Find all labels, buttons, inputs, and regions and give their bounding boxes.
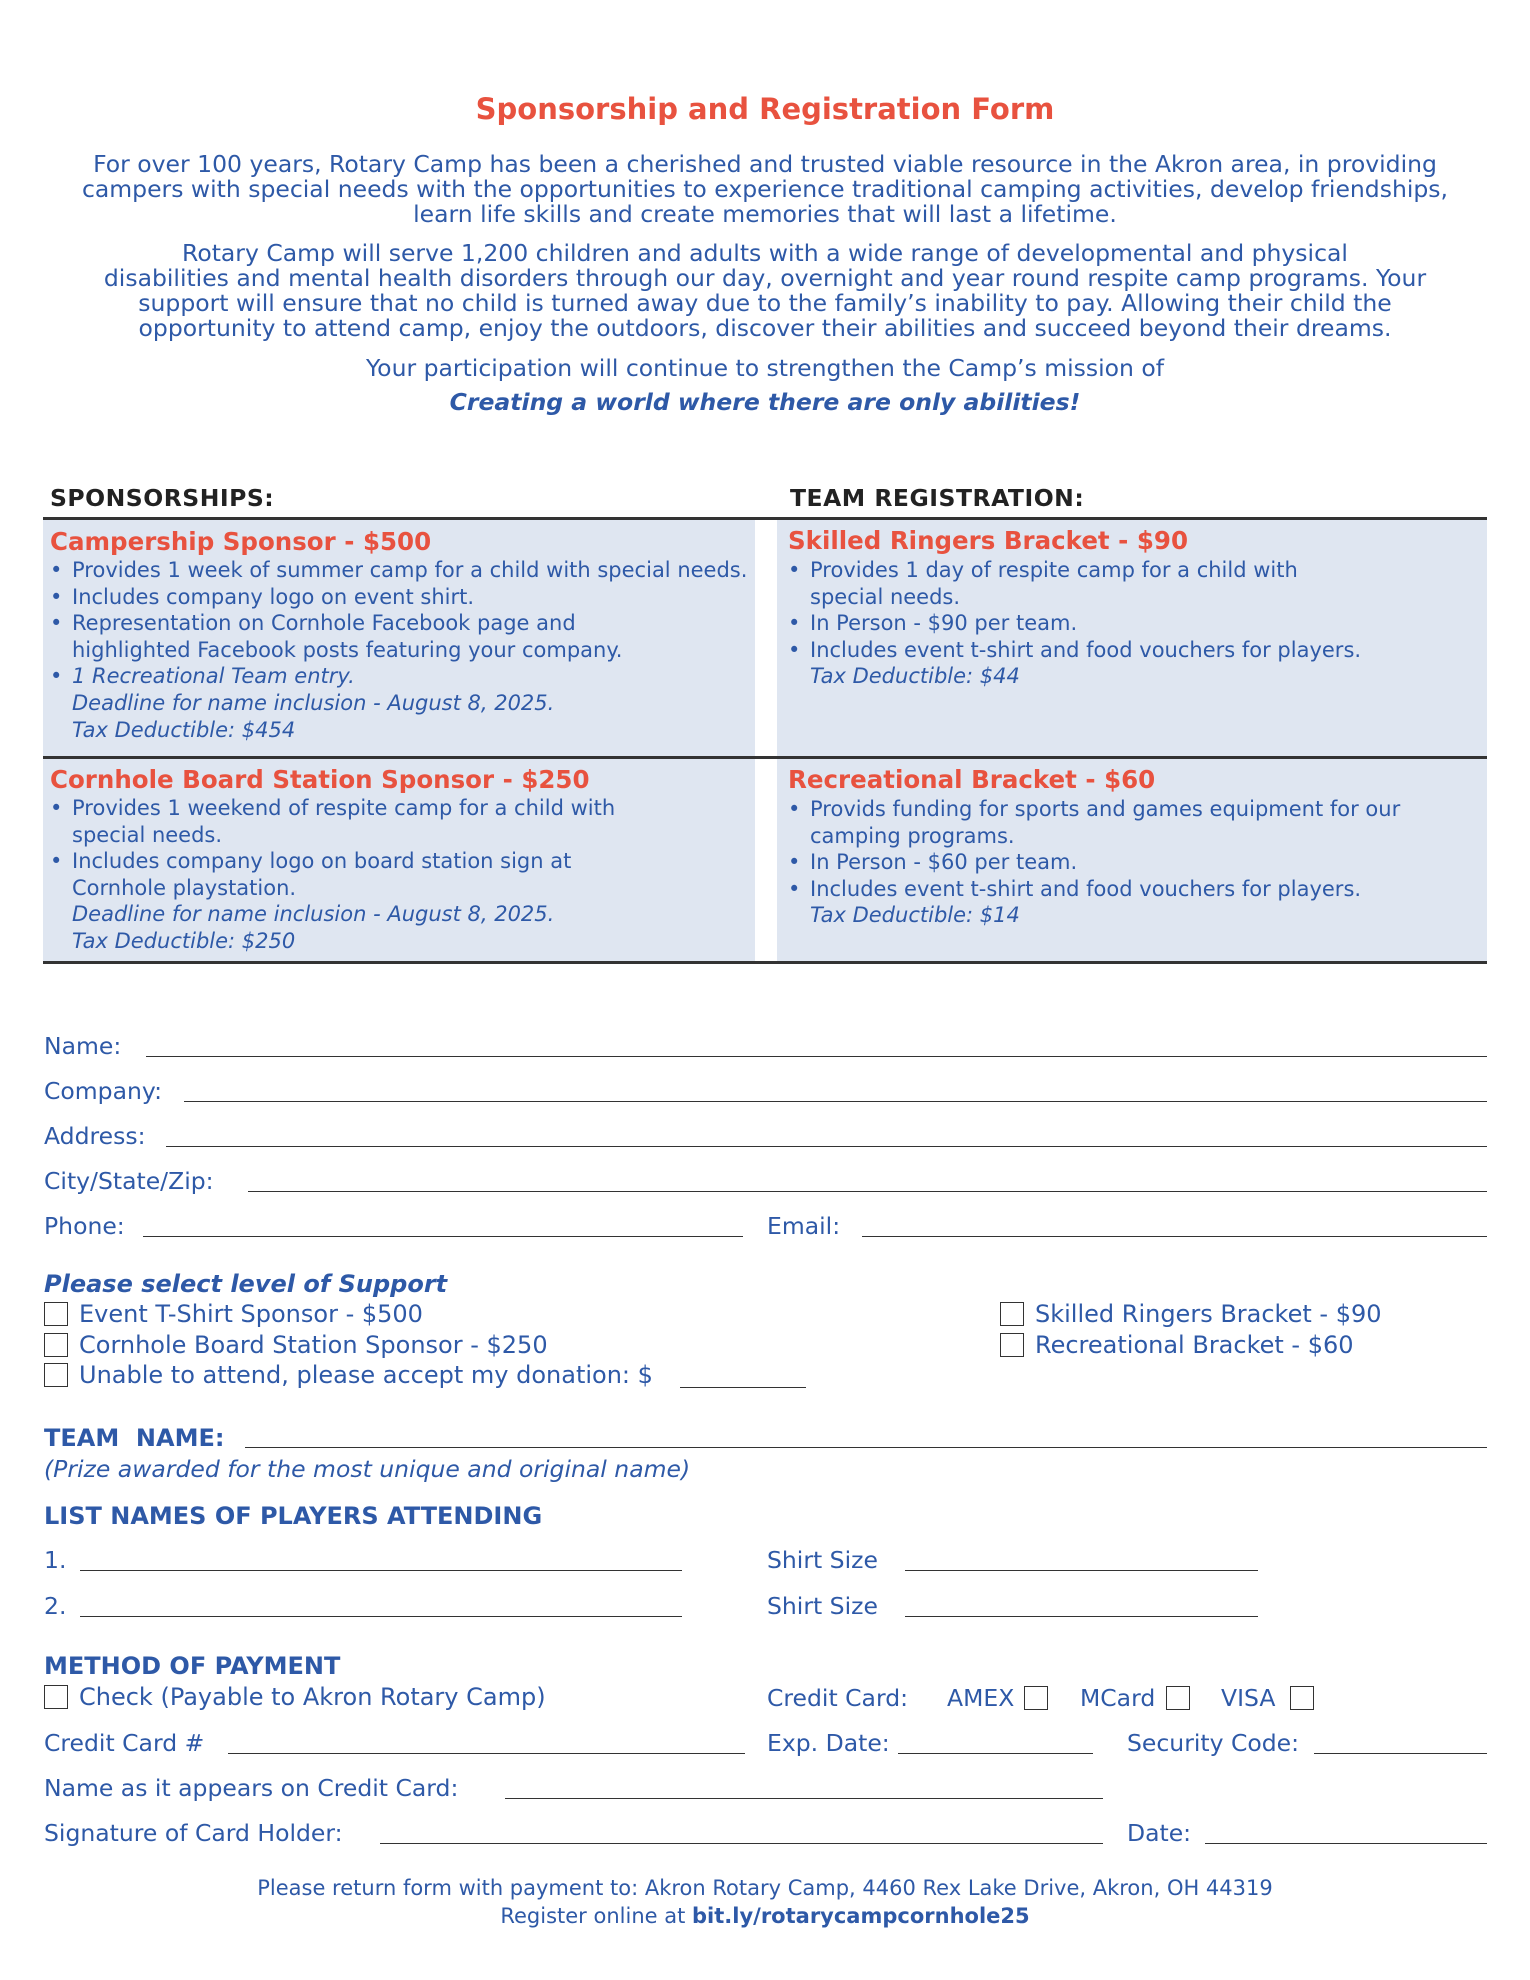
serve-line: support will ensure that no child is turned away due to the family’s inability to pay. Allowing their child the xyxy=(138,289,1392,317)
campership-bullet: Includes company logo on event shirt. xyxy=(72,584,475,609)
mission-statement: Creating a world where there are only abilities! xyxy=(449,388,1081,416)
option-label: Cornhole Board Station Sponsor - $250 xyxy=(79,1331,548,1359)
recreational-bullet: Provids funding for sports and games equipment for our xyxy=(810,797,1401,821)
cornhole-list: • Provides 1 weekend of respite camp for a child with special needs. • Includes company logo on board station sign at Cornhole playstation. Deadline for name inclusion - August 8, 2025. Tax Deductible: $250 xyxy=(50,795,750,955)
email-label: Email: xyxy=(767,1212,841,1240)
recreational-title: Recreational Bracket - $60 xyxy=(788,765,1156,794)
skilled-list: • Provides 1 day of respite camp for a child with special needs. • In Person - $90 per team. • Includes event t-shirt and food vouchers for players. Tax Deductible: $44 xyxy=(788,557,1478,690)
divider-bottom xyxy=(43,961,1487,964)
signature-field[interactable] xyxy=(380,1843,1103,1844)
campership-bullet-cont: highlighted Facebook posts featuring your company. xyxy=(72,637,623,662)
cornhole-bullet-cont: Cornhole playstation. xyxy=(72,875,297,900)
name-on-card-field[interactable] xyxy=(505,1798,1103,1799)
recreational-tax: Tax Deductible: $14 xyxy=(810,903,1020,928)
name-field[interactable] xyxy=(146,1056,1487,1057)
skilled-title: Skilled Ringers Bracket - $90 xyxy=(788,526,1189,555)
player-2-field[interactable] xyxy=(80,1616,682,1617)
skilled-bullet-cont: special needs. xyxy=(810,584,961,609)
visa-label: VISA xyxy=(1221,1684,1276,1712)
register-prefix: Register online at xyxy=(500,1904,693,1928)
security-code-label: Security Code: xyxy=(1127,1729,1300,1757)
serve-line: Rotary Camp will serve 1,200 children and adults with a wide range of developmental and physical xyxy=(182,239,1348,267)
campership-deadline: Deadline for name inclusion - August 8, 2025. xyxy=(72,690,555,715)
team-registration-header: TEAM REGISTRATION: xyxy=(790,484,1085,512)
register-link[interactable]: bit.ly/rotarycampcornhole25 xyxy=(692,1904,1030,1928)
divider-top xyxy=(43,517,1487,520)
credit-card-label: Credit Card: xyxy=(767,1684,909,1712)
campership-bullet: 1 Recreational Team entry. xyxy=(72,664,355,689)
payment-heading: METHOD OF PAYMENT xyxy=(44,1652,341,1680)
mcard-checkbox[interactable] xyxy=(1166,1686,1190,1710)
return-address: Please return form with payment to: Akron Rotary Camp, 4460 Rex Lake Drive, Akron, OH 44319 xyxy=(257,1876,1273,1900)
player-1-shirt-field[interactable] xyxy=(905,1570,1258,1571)
player-number: 1. xyxy=(44,1546,67,1574)
company-field[interactable] xyxy=(184,1101,1487,1102)
serve-line: opportunity to attend camp, enjoy the outdoors, discover their abilities and succeed beyond their dreams. xyxy=(138,314,1392,342)
option-label: Skilled Ringers Bracket - $90 xyxy=(1035,1300,1382,1328)
security-code-field[interactable] xyxy=(1314,1753,1487,1754)
skilled-bullet: Includes event t-shirt and food vouchers for players. xyxy=(810,637,1362,662)
address-label: Address: xyxy=(44,1122,146,1150)
city-state-zip-label: City/State/Zip: xyxy=(44,1167,214,1195)
checkbox[interactable] xyxy=(44,1333,68,1357)
divider-middle xyxy=(43,756,1487,759)
form-title: Sponsorship and Registration Form xyxy=(475,92,1055,126)
email-field[interactable] xyxy=(862,1236,1487,1237)
checkbox[interactable] xyxy=(1000,1302,1024,1326)
player-1-field[interactable] xyxy=(80,1570,682,1571)
serve-line: disabilities and mental health disorders through our day, overnight and year round respite camp programs. Your xyxy=(103,264,1427,292)
support-heading: Please select level of Support xyxy=(44,1270,448,1298)
intro-line: For over 100 years, Rotary Camp has been a cherished and trusted viable resource in the Akron area, in providing xyxy=(93,150,1437,178)
exp-date-label: Exp. Date: xyxy=(767,1729,890,1757)
cornhole-tax: Tax Deductible: $250 xyxy=(72,928,296,953)
checkbox[interactable] xyxy=(1000,1333,1024,1357)
skilled-bullet: In Person - $90 per team. xyxy=(810,611,1078,636)
recreational-bullet: In Person - $60 per team. xyxy=(810,850,1078,875)
recreational-bullet: Includes event t-shirt and food vouchers for players. xyxy=(810,876,1362,901)
campership-title: Campership Sponsor - $500 xyxy=(50,527,432,556)
name-label: Name: xyxy=(44,1032,122,1060)
intro-paragraph xyxy=(50,152,1480,227)
campership-list: • Provides 1 week of summer camp for a child with special needs. • Includes company logo on event shirt. • Representation on Cornhole Facebook page and highlighted Facebook posts featuring your company. • 1 Recreational Team entry. Deadline for name inclusion - August 8, 2025. Tax Deductible: $454 xyxy=(50,557,750,743)
option-label: Check (Payable to Akron Rotary Camp) xyxy=(79,1683,546,1711)
mcard-label: MCard xyxy=(1080,1684,1156,1712)
cornhole-bullet: Provides 1 weekend of respite camp for a child with xyxy=(72,796,616,820)
campership-tax: Tax Deductible: $454 xyxy=(72,717,296,742)
recreational-list: • Provids funding for sports and games equipment for our camping programs. • In Person - $60 per team. • Includes event t-shirt and food vouchers for players. Tax Deductible: $14 xyxy=(788,796,1478,929)
amex-label: AMEX xyxy=(947,1684,1015,1712)
team-name-field[interactable] xyxy=(245,1447,1487,1448)
option-label: Unable to attend, please accept my donation: $ xyxy=(79,1361,653,1389)
participation-text: Your participation will continue to strengthen the Camp’s mission of xyxy=(365,354,1165,382)
campership-bullet: Representation on Cornhole Facebook page and xyxy=(72,611,576,636)
amex-checkbox[interactable] xyxy=(1024,1686,1048,1710)
company-label: Company: xyxy=(44,1077,163,1105)
cornhole-deadline: Deadline for name inclusion - August 8, 2025. xyxy=(72,902,555,927)
date-field[interactable] xyxy=(1205,1843,1487,1844)
skilled-tax: Tax Deductible: $44 xyxy=(810,664,1020,689)
cc-number-label: Credit Card # xyxy=(44,1729,205,1757)
city-state-zip-field[interactable] xyxy=(248,1191,1487,1192)
shirt-size-label: Shirt Size xyxy=(767,1546,878,1574)
cc-number-field[interactable] xyxy=(228,1753,745,1754)
phone-label: Phone: xyxy=(44,1212,125,1240)
team-name-label: TEAM NAME: xyxy=(44,1424,225,1452)
option-label: Recreational Bracket - $60 xyxy=(1035,1331,1354,1359)
skilled-bullet: Provides 1 day of respite camp for a child with xyxy=(810,558,1298,582)
visa-checkbox[interactable] xyxy=(1290,1686,1314,1710)
shirt-size-label: Shirt Size xyxy=(767,1592,878,1620)
cornhole-title: Cornhole Board Station Sponsor - $250 xyxy=(50,765,590,794)
signature-label: Signature of Card Holder: xyxy=(44,1819,343,1847)
player-number: 2. xyxy=(44,1592,67,1620)
recreational-bullet-cont: camping programs. xyxy=(810,823,1015,848)
cornhole-bullet-cont: special needs. xyxy=(72,822,223,847)
date-label: Date: xyxy=(1127,1819,1192,1847)
address-field[interactable] xyxy=(166,1146,1487,1147)
intro-line: campers with special needs with the opportunities to experience traditional camping activities, develop friendships, xyxy=(81,175,1449,203)
phone-field[interactable] xyxy=(143,1236,743,1237)
register-line xyxy=(0,1904,1530,1928)
name-on-card-label: Name as it appears on Credit Card: xyxy=(44,1774,459,1802)
option-label: Event T-Shirt Sponsor - $500 xyxy=(79,1300,423,1328)
checkbox[interactable] xyxy=(44,1302,68,1326)
campership-bullet: Provides 1 week of summer camp for a child with special needs. xyxy=(72,558,748,582)
checkbox[interactable] xyxy=(44,1685,68,1709)
serve-paragraph xyxy=(50,241,1480,341)
players-heading: LIST NAMES OF PLAYERS ATTENDING xyxy=(44,1502,543,1530)
intro-line: learn life skills and create memories that will last a lifetime. xyxy=(413,200,1117,228)
player-2-shirt-field[interactable] xyxy=(905,1616,1258,1617)
cornhole-bullet: Includes company logo on board station sign at xyxy=(72,849,572,874)
checkbox[interactable] xyxy=(44,1363,68,1387)
exp-date-field[interactable] xyxy=(898,1753,1093,1754)
donation-amount-field[interactable] xyxy=(680,1387,806,1388)
team-name-note: (Prize awarded for the most unique and original name) xyxy=(44,1455,691,1483)
sponsorships-header: SPONSORSHIPS: xyxy=(50,484,275,512)
